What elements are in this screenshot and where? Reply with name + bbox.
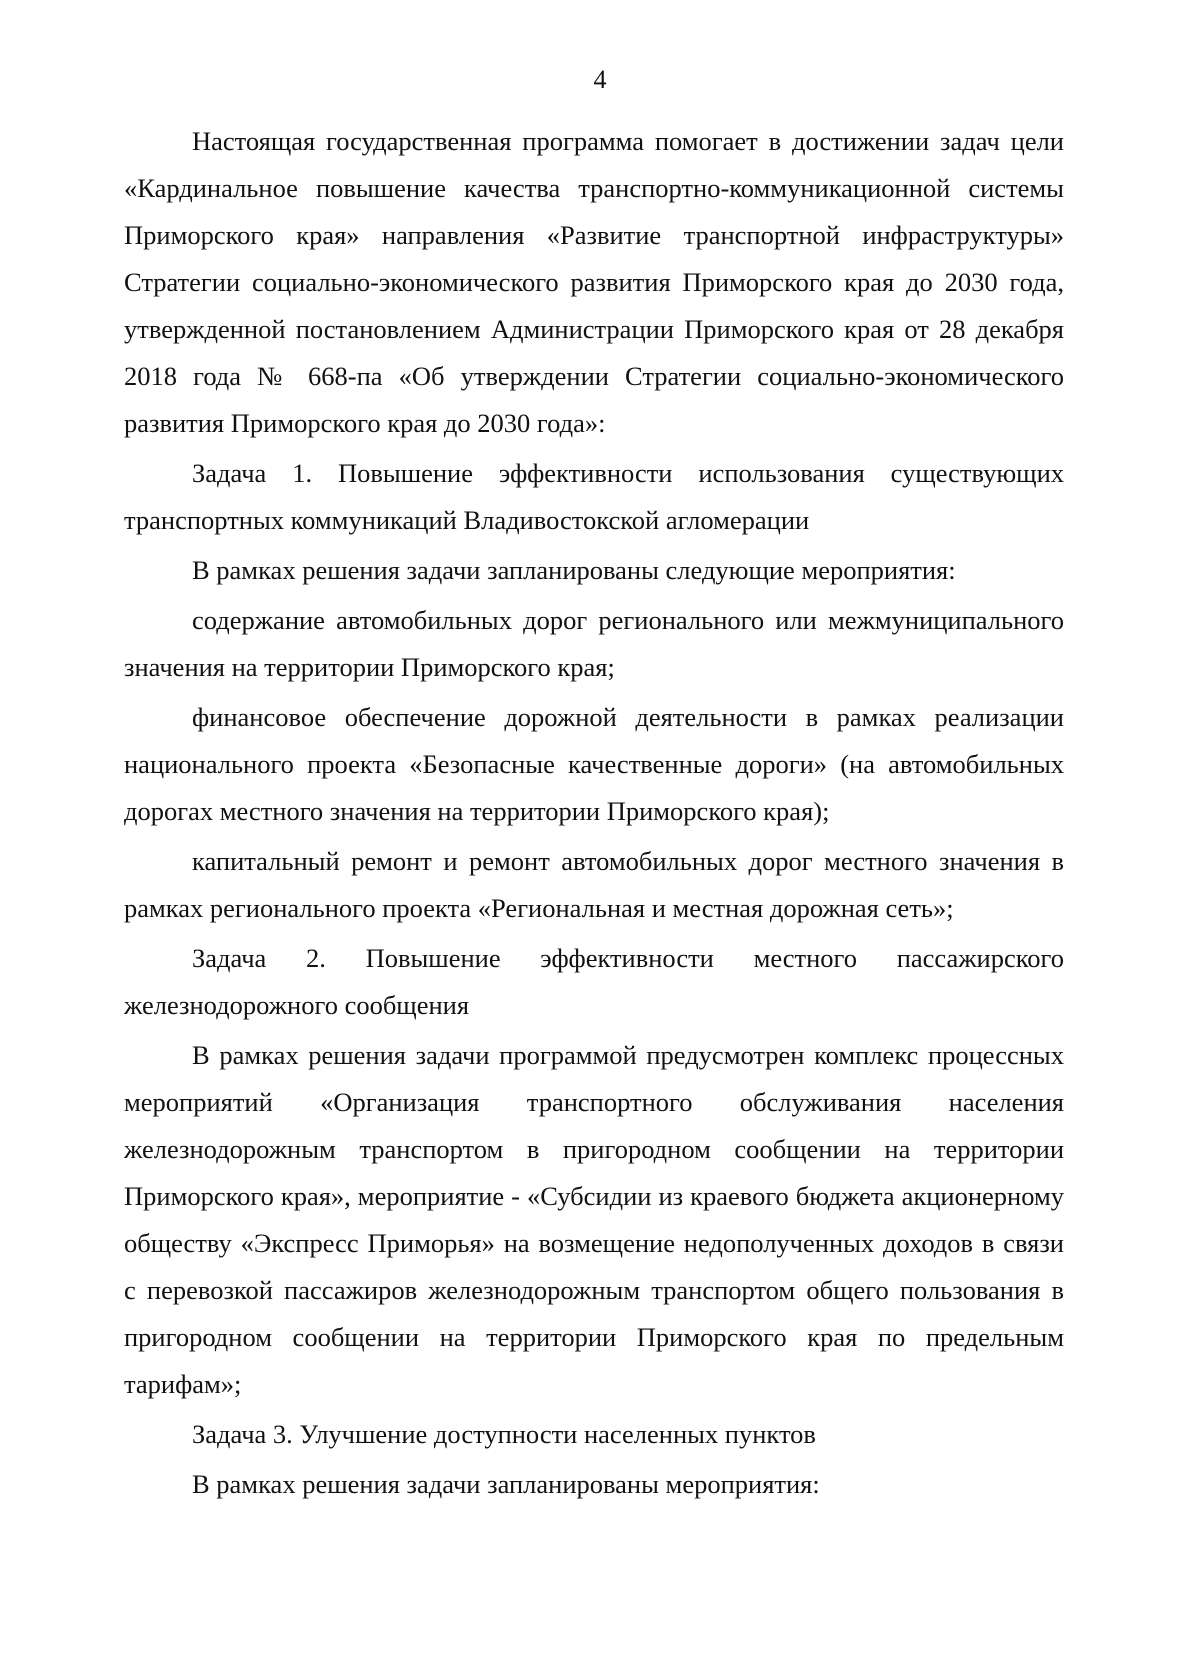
paragraph-task-1-measure-financing: финансовое обеспечение дорожной деятельности в рамках реализации национального проекта «Безопасные качественные дороги» (на автомобильных дорогах местного значения на территории Приморского края); <box>124 702 1064 826</box>
paragraph-task-1-measure-repair: капитальный ремонт и ремонт автомобильных дорог местного значения в рамках регионального проекта «Региональная и местная дорожная сеть»; <box>124 846 1064 923</box>
paragraph-strategy-intro: Настоящая государственная программа помогает в достижении задач цели «Кардинальное повышение качества транспортно-коммуникационной системы Приморского края» направления «Развитие транспортной инфраструктуры» Стратегии социально-экономического развития Приморского края до 2030 года, утвержденной постановлением Администрации Приморского края от 28 декабря 2018 года № 668-па «Об утверждении Стратегии социально-экономического развития Приморского края до 2030 года»: <box>124 126 1064 438</box>
paragraph-task-2-title: Задача 2. Повышение эффективности местного пассажирского железнодорожного сообщения <box>124 943 1064 1020</box>
paragraph-task-2-measures: В рамках решения задачи программой предусмотрен комплекс процессных мероприятий «Организация транспортного обслуживания населения железнодорожным транспортом в пригородном сообщении на территории Приморского края», мероприятие - «Субсидии из краевого бюджета акционерному обществу «Экспресс Приморья» на возмещение недополученных доходов в связи с перевозкой пассажиров железнодорожным транспортом общего пользования в пригородном сообщении на территории Приморского края по предельным тарифам»; <box>124 1040 1064 1399</box>
page-number: 4 <box>593 65 607 94</box>
paragraph-task-1-measure-maintenance: содержание автомобильных дорог регионального или межмуниципального значения на территории Приморского края; <box>124 605 1064 682</box>
paragraph-task-3-measures-intro: В рамках решения задачи запланированы мероприятия: <box>192 1469 820 1499</box>
paragraph-task-1-title: Задача 1. Повышение эффективности использования существующих транспортных коммуникаций Владивостокской агломерации <box>124 458 1064 535</box>
paragraph-task-1-measures-intro: В рамках решения задачи запланированы следующие мероприятия: <box>192 555 956 585</box>
document-body <box>124 118 1064 1508</box>
paragraph-task-3-title: Задача 3. Улучшение доступности населенных пунктов <box>192 1419 816 1449</box>
